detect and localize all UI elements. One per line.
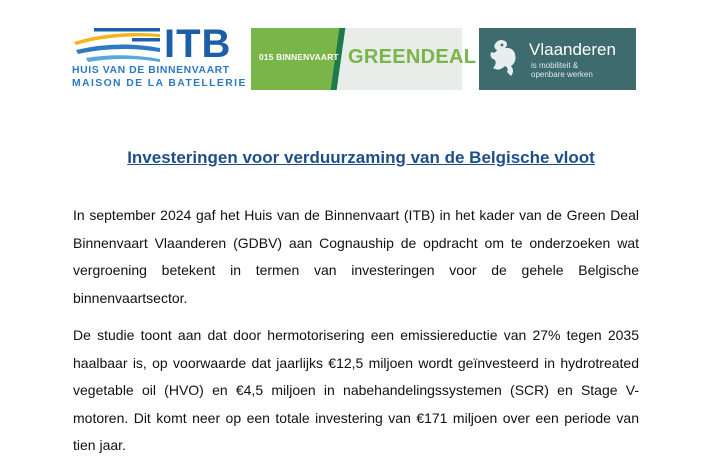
vlaanderen-subtitle-2: openbare werken [531,70,593,79]
greendeal-label: 015 BINNENVAART [259,52,339,62]
itb-name: ITB [164,22,232,66]
itb-subtitle-2: MAISON DE LA BATELLERIE [72,78,247,89]
vlaanderen-subtitle [531,61,593,79]
document-title: Investeringen voor verduurzaming van de Belgische vloot [127,148,595,167]
paragraph-1: In september 2024 gaf het Huis van de Binnenvaart (ITB) in het kader van de Green Deal Binnenvaart Vlaanderen (GDBV) aan Cognauship de opdracht om te onderzoeken wat vergroening betekent in termen van investeringen voor de gehele Belgische binnenvaartsector. [73,207,639,306]
vlaanderen-subtitle-1: is mobiliteit & [531,61,579,70]
header-logos [72,22,638,92]
itb-logo [72,22,247,90]
paragraph-2: De studie toont aan dat door hermotorisering een emissiereductie van 27% tegen 2035 haalbaar is, op voorwaarde dat jaarlijks €12,5 miljoen wordt geïnvesteerd in hydrotreated vegetable oil (HVO) en €4,5 miljoen in nabehandelingssystemen (SCR) en Stage V-motoren. Dit komt neer op een totale investering van €171 miljoen over een periode van tien jaar. [73,327,639,453]
wave-icon [72,28,162,64]
greendeal-logo [251,28,477,90]
lion-icon [487,38,519,80]
greendeal-title: GREENDEAL [348,46,477,68]
itb-subtitle-1: HUIS VAN DE BINNENVAART [72,65,230,76]
vlaanderen-logo [479,28,636,90]
vlaanderen-title: Vlaanderen [529,40,616,59]
